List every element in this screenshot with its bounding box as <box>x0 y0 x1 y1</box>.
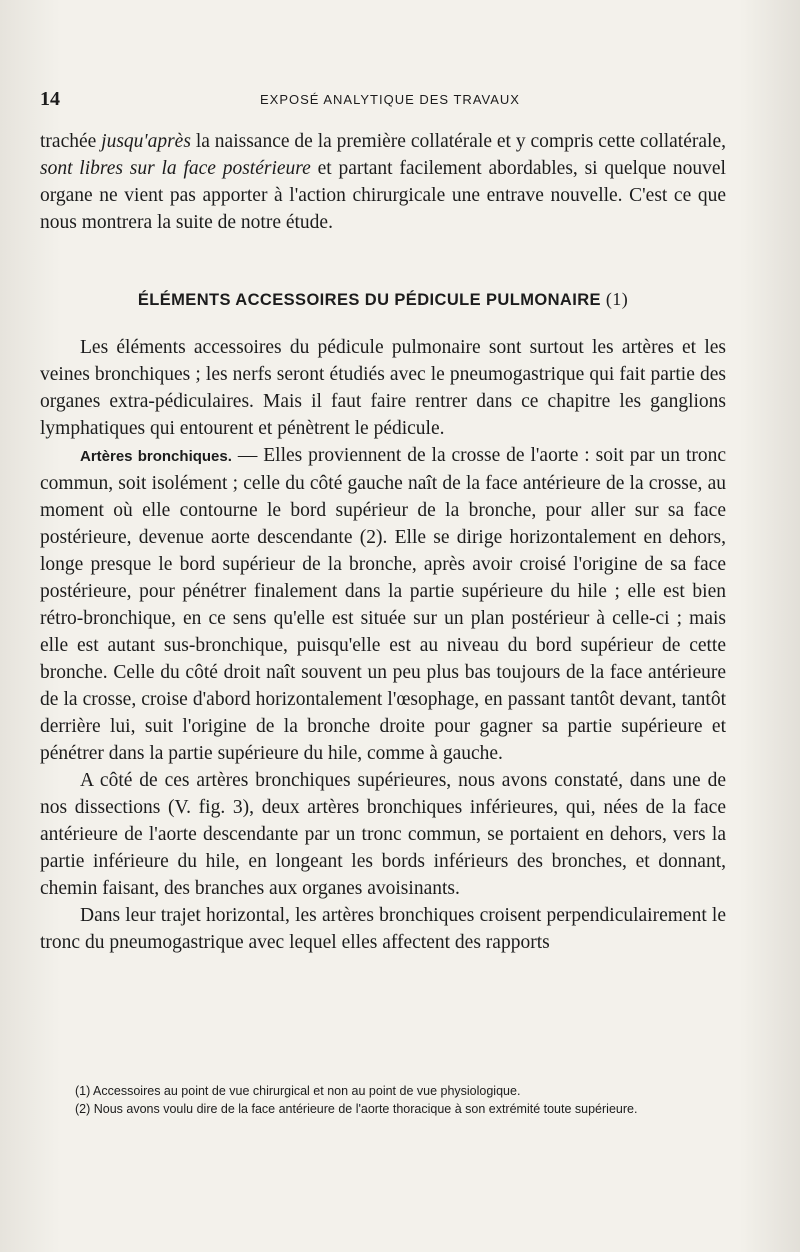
paragraph-arteres-text: — Elles proviennent de la crosse de l'aorte : soit par un tronc commun, soit isolément ; celle du côté gauche naît de la face antérieure de la crosse, au moment où elle contourne le bord supérieur de la bronche, pour aller sur sa face postérieure, devenue aorte descendante (2). Elle se dirige horizontalement en dehors, longe presque le bord supérieur de la bronche, après avoir croisé l'origine de sa face postérieure, pour pénétrer finalement dans la partie supérieure du hile ; elle est bien rétro-bronchique, en ce sens qu'elle est située sur un plan postérieur à celle-ci ; mais elle est autant sus-bronchique, puisqu'elle est au niveau du bord supérieur de cette bronche. Celle du côté droit naît souvent un peu plus bas toujours de la face antérieure de la crosse, croise d'abord horizontalement l'œsophage, en passant tantôt devant, tantôt derrière lui, suit l'origine de la bronche droite pour gagner sa partie supérieure et pénétrer dans la partie supérieure du hile, comme à gauche. <box>40 445 727 764</box>
running-head: EXPOSÉ ANALYTIQUE DES TRAVAUX <box>260 92 520 107</box>
paragraph-continuation <box>40 128 726 236</box>
footnote-1: (1) Accessoires au point de vue chirurgical et non au point de vue physiologique. <box>75 1084 521 1098</box>
footnotes <box>45 1082 725 1118</box>
paragraph-cote: A côté de ces artères bronchiques supérieures, nous avons constaté, dans une de nos dissections (V. fig. 3), deux artères bronchiques inférieures, qui, nées de la face antérieure de l'aorte descendante par un tronc commun, se portaient en dehors, vers la partie inférieure du hile, en longeant les bords inférieurs des bronches, et donnant, chemin faisant, des branches aux organes avoisinants. <box>40 770 726 899</box>
italic-run: sont libres sur la face postérieure <box>40 158 311 179</box>
italic-run: jusqu'après <box>101 131 191 152</box>
text-run: et partant facilement abordables, si quelque nouvel organe ne vient pas apporter à l'action chirurgicale une entrave nouvelle. C'est ce que nous montrera la suite de notre étude. <box>40 158 726 233</box>
footnote-ref-1: (1) <box>605 289 629 309</box>
paragraph-elements: Les éléments accessoires du pédicule pulmonaire sont surtout les artères et les veines bronchiques ; les nerfs seront étudiés avec le pneumogastrique qui fait partie des organes extra-pédiculaires. Mais il faut faire rentrer dans ce chapitre les ganglions lymphatiques qui entourent et pénètrent le pédicule. <box>40 337 726 439</box>
subheading-arteres-bronchiques: Artères bronchiques. <box>80 448 232 465</box>
footnote-2: (2) Nous avons voulu dire de la face antérieure de l'aorte thoracique à son extrémité toute supérieure. <box>75 1102 638 1116</box>
paragraph-trajet: Dans leur trajet horizontal, les artères bronchiques croisent perpendiculairement le tronc du pneumogastrique avec lequel elles affectent des rapports <box>40 905 726 953</box>
text-run: trachée <box>40 131 102 152</box>
paragraph-arteres <box>40 442 726 767</box>
section-heading <box>40 286 726 314</box>
page-number: 14 <box>40 88 60 110</box>
text-run: la naissance de la première collatérale et y compris cette collatérale, <box>190 131 726 152</box>
section-heading-text: ÉLÉMENTS ACCESSOIRES DU PÉDICULE PULMONAIRE <box>137 291 601 309</box>
page-header <box>40 88 740 112</box>
body-text <box>40 128 726 956</box>
